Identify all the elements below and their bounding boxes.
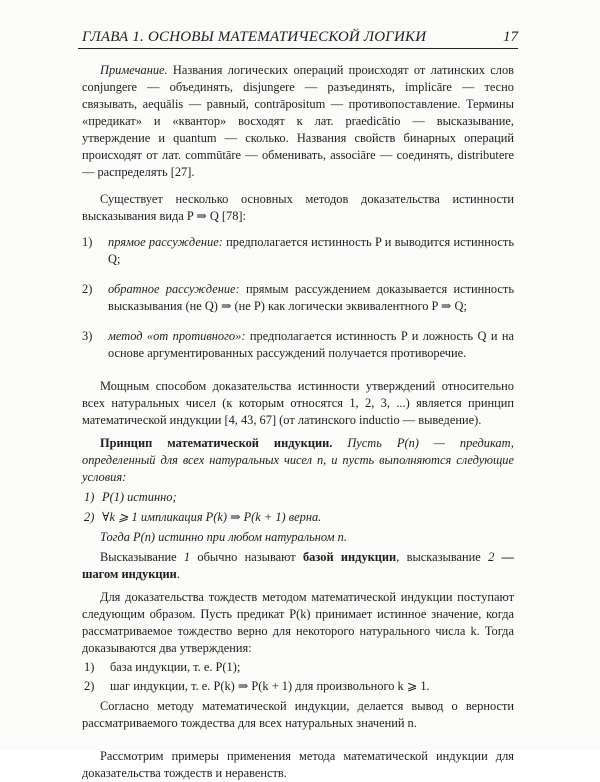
method-text: прямым рассуждением доказывается истинность высказывания (не Q) ⇒ (не P) как логически эквивалентного P ⇒ Q; [108, 282, 514, 313]
condition-item [82, 509, 514, 526]
method-item [82, 234, 514, 268]
note-paragraph [82, 62, 514, 181]
condition-text: ∀k ⩾ 1 импликация P(k) ⇒ P(k + 1) верна. [102, 510, 322, 524]
step-marker: 2) [84, 679, 95, 693]
final-paragraph: Рассмотрим примеры применения метода математической индукции для доказательства тождеств и неравенств. [82, 749, 514, 780]
base-step-text: обычно называют [197, 550, 296, 564]
method-marker: 1) [82, 235, 93, 249]
base-step-text: Высказывание [100, 550, 177, 564]
step-number: 2 [488, 550, 495, 564]
method-item [82, 281, 514, 315]
step-item [82, 659, 514, 676]
principle-paragraph [82, 435, 514, 486]
method-marker: 2) [82, 282, 93, 296]
condition-marker: 1) [84, 490, 95, 504]
principle-text: Пусть P(n) — предикат, определенный для всех натуральных чисел n, и пусть выполняются следующие условия: [82, 436, 514, 484]
base-step-text: . [176, 567, 180, 581]
chapter-title: ГЛАВА 1. ОСНОВЫ МАТЕМАТИЧЕСКОЙ ЛОГИКИ [82, 29, 427, 45]
running-header [78, 22, 518, 49]
method-name: обратное рассуждение: [108, 282, 240, 296]
method-name: прямое рассуждение: [108, 235, 223, 249]
base-step-text: , высказывание [396, 550, 481, 564]
method-marker: 3) [82, 329, 93, 343]
condition-item [82, 489, 514, 506]
method-item [82, 328, 514, 362]
note-text: Названия логических операций происходят от латинских слов conjungere — объединять, disjungere — разъединять, implicāre — тесно связывать, aequālis — равный, contrāpositum — противопоставление. Термины «предикат» и «квантор» восходят к лат. praedicātio — высказывание, утверждение и quantum — сколько. Названия свойств бинарных операций происходят от лат. commūtāre — обменивать, associāre — соединять, distributere — распределять [27]. [82, 63, 514, 179]
induction-intro: Мощным способом доказательства истинности утверждений относительно всех натуральных чисел (к которым относятся 1, 2, 3, ...) является принцип математической индукции [4, 43, 67] (от латинского inductio — выведение). [82, 379, 514, 427]
condition-marker: 2) [84, 510, 95, 524]
condition-text: P(1) истинно; [102, 490, 177, 504]
page-body [82, 62, 514, 782]
method-text: предполагается истинность P и выводится истинность Q; [108, 235, 514, 266]
step-term: — шагом индукции [82, 550, 514, 581]
note-label: Примечание. [100, 63, 168, 77]
step-marker: 1) [84, 660, 95, 674]
conclusion-paragraph: Согласно методу математической индукции, делается вывод о верности рассматриваемого тождества для всех натуральных значений n. [82, 699, 514, 730]
step-text: шаг индукции, т. е. P(k) ⇒ P(k + 1) для произвольного k ⩾ 1. [110, 679, 430, 693]
method-text: предполагается истинность P и ложность Q и на основе аргументированных рассуждений получается противоречие. [108, 329, 515, 360]
procedure-paragraph: Для доказательства тождеств методом математической индукции поступают следующим образом. Пусть предикат P(k) принимает истинное значение, когда рассматриваемое тождество верно для некоторого натурального числа k. Тогда доказываются два утверждения: [82, 590, 514, 655]
step-item [82, 678, 514, 695]
principle-title: Принцип математической индукции. [100, 436, 333, 450]
principle-conclusion: Тогда P(n) истинно при любом натуральном n. [100, 530, 347, 544]
base-number: 1 [183, 550, 191, 564]
methods-intro: Существует несколько основных методов доказательства истинности высказывания вида P ⇒ Q [78]: [82, 192, 514, 223]
base-step-paragraph [82, 549, 514, 583]
step-text: база индукции, т. е. P(1); [110, 660, 241, 674]
method-name: метод «от противного»: [108, 329, 246, 343]
page-number: 17 [503, 29, 518, 45]
base-term: базой индукции [302, 550, 397, 564]
